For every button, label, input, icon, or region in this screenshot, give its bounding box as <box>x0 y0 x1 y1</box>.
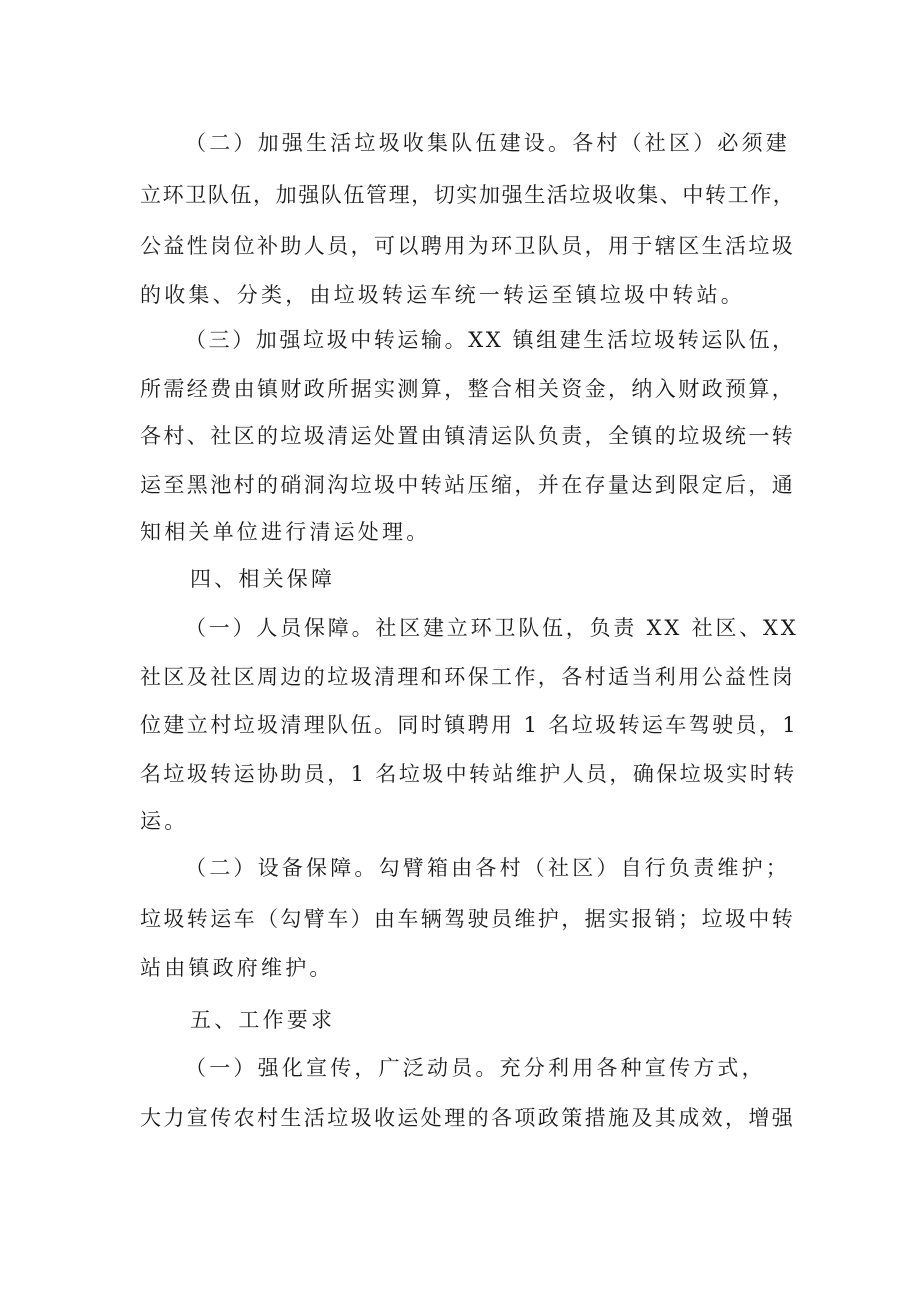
paragraph-line: （三）加强垃圾中转运输。XX 镇组建生活垃圾转运队伍， <box>185 328 796 352</box>
paragraph-line: 运。 <box>140 809 189 833</box>
paragraph-line: （一）人员保障。社区建立环卫队伍，负责 XX 社区、XX <box>185 616 799 640</box>
paragraph-line: 站由镇政府维护。 <box>140 956 334 980</box>
paragraph-line: 的收集、分类，由垃圾转运车统一转运至镇垃圾中转站。 <box>140 283 745 307</box>
paragraph-line: 名垃圾转运协助员，1 名垃圾中转站维护人员，确保垃圾实时转 <box>140 762 797 786</box>
paragraph-line: （二）加强生活垃圾收集队伍建设。各村（社区）必须建 <box>185 131 790 155</box>
paragraph-line: 运至黑池村的硝洞沟垃圾中转站压缩，并在存量达到限定后，通 <box>140 473 796 497</box>
paragraph-line: 所需经费由镇财政所据实测算，整合相关资金，纳入财政预算， <box>140 377 796 401</box>
paragraph-line: 知相关单位进行清运处理。 <box>140 520 431 544</box>
paragraph-line: 立环卫队伍，加强队伍管理，切实加强生活垃圾收集、中转工作， <box>140 183 796 207</box>
paragraph-line: 各村、社区的垃圾清运处置由镇清运队负责，全镇的垃圾统一转 <box>140 424 796 448</box>
paragraph-line: 垃圾转运车（勾臂车）由车辆驾驶员维护，据实报销；垃圾中转 <box>140 907 796 931</box>
section-heading: 五、工作要求 <box>190 1008 336 1032</box>
section-heading: 四、相关保障 <box>190 567 336 591</box>
paragraph-line: 社区及社区周边的垃圾清理和环保工作，各村适当利用公益性岗 <box>140 665 796 689</box>
paragraph-line: 位建立村垃圾清理队伍。同时镇聘用 1 名垃圾转运车驾驶员，1 <box>140 713 799 737</box>
paragraph-line: 公益性岗位补助人员，可以聘用为环卫队员，用于辖区生活垃圾 <box>140 234 796 258</box>
paragraph-line: （一）强化宣传，广泛动员。充分利用各种宣传方式， <box>185 1056 766 1080</box>
paragraph-line: 大力宣传农村生活垃圾收运处理的各项政策措施及其成效，增强 <box>140 1106 796 1130</box>
paragraph-line: （二）设备保障。勾臂箱由各村（社区）自行负责维护； <box>185 856 790 880</box>
